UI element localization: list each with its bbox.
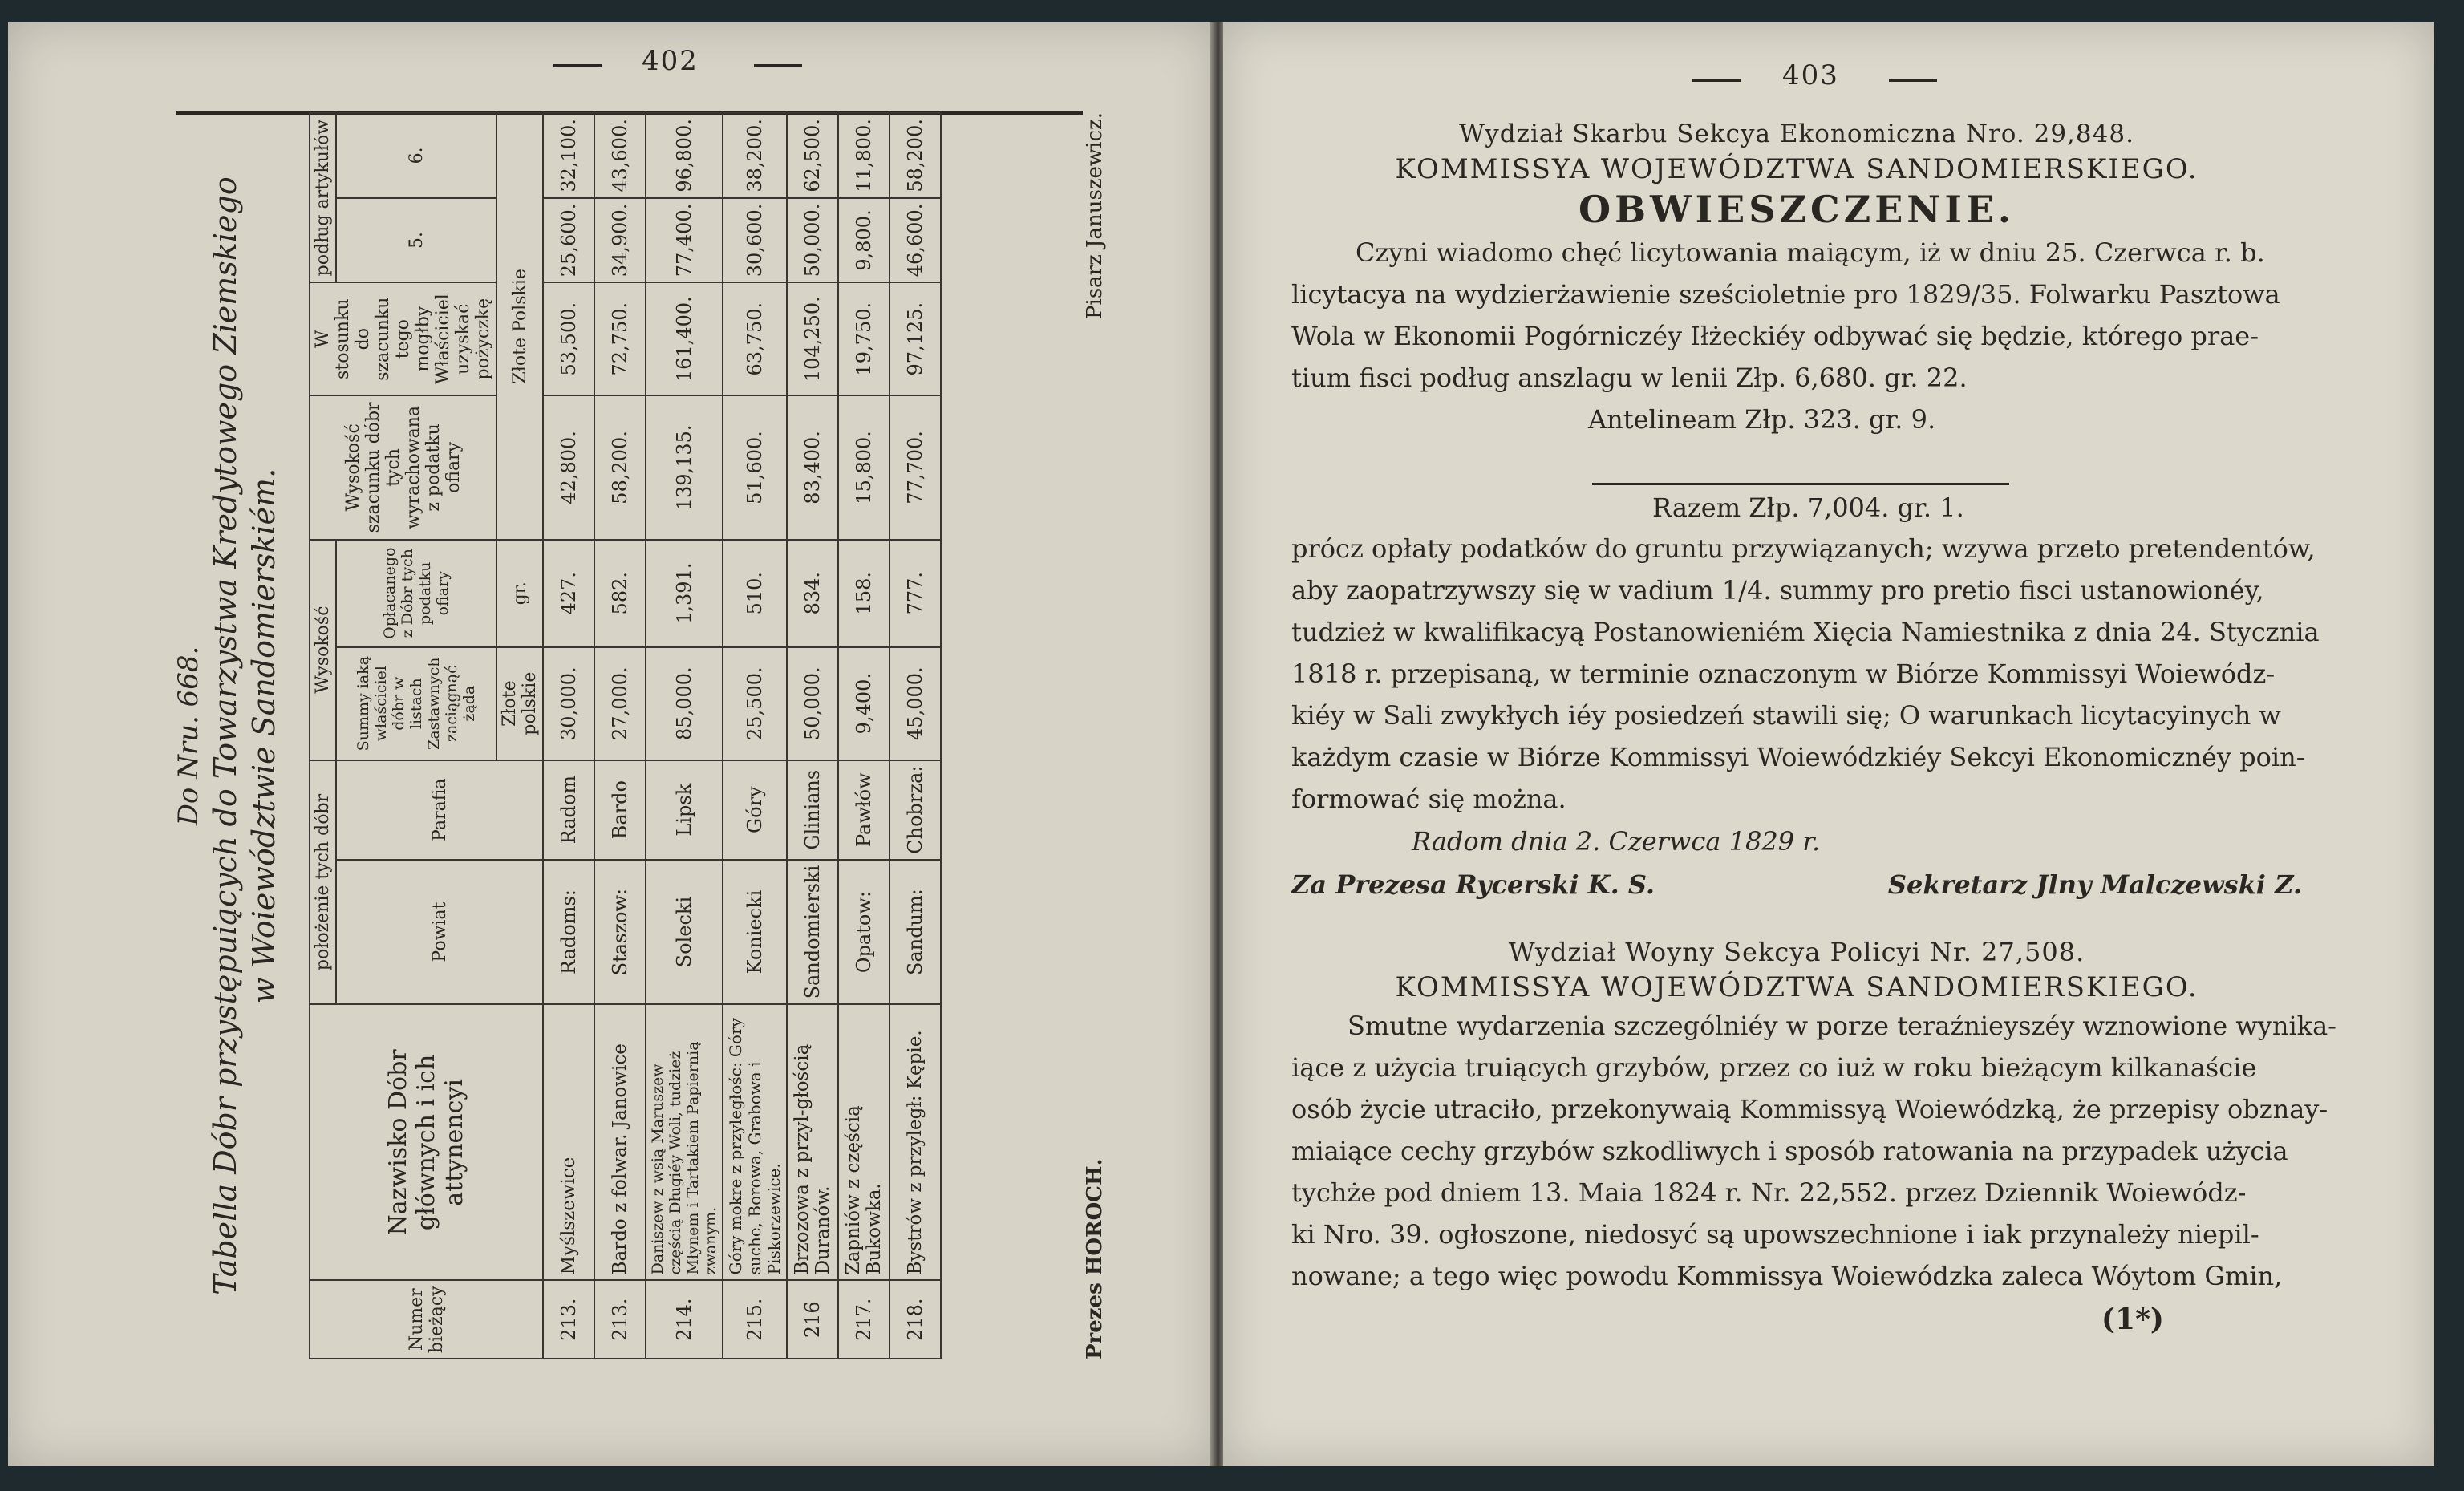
notice2-body-line: miaiące cechy grzybów szkodliwych i sposób ratowania na przypadek użycia xyxy=(1291,1136,2288,1166)
col-value-header: Wysokość xyxy=(310,540,336,760)
row-art6: 38,200. xyxy=(723,113,787,198)
row-district: Konieckі xyxy=(723,860,787,1005)
col-parish-header: Parafia xyxy=(336,760,543,860)
row-number: 218. xyxy=(890,1280,941,1359)
col-art5-header: 5. xyxy=(336,198,496,283)
row-relation: 53,500. xyxy=(543,282,594,395)
notice1-signature-left: Za Prezesa Rycerski K. S. xyxy=(1291,869,1655,900)
col-art6-header: 6. xyxy=(336,113,496,198)
signature-clerk: Pisarz Januszewicz. xyxy=(1083,112,1107,319)
row-tax: 158. xyxy=(838,540,890,647)
col-sum-header: Summy iaką właściciel dóbr w listach Zastawnych zaciągnąć żąda xyxy=(336,647,496,760)
row-district: Sandomierski xyxy=(787,860,838,1005)
row-parish: Lipsk xyxy=(646,760,723,860)
row-art5: 34,900. xyxy=(594,198,646,283)
row-art5: 50,000. xyxy=(787,198,838,283)
row-number: 213. xyxy=(543,1280,594,1359)
row-district: Radoms: xyxy=(543,860,594,1005)
table-row xyxy=(838,113,890,1359)
row-estate-name: Bardo z folwar. Janowice xyxy=(594,1004,646,1280)
notice-1 xyxy=(1291,116,2302,440)
col-grosze-header: gr. xyxy=(496,540,543,647)
row-relation: 161,400. xyxy=(646,282,723,395)
table-title-block xyxy=(172,112,282,1359)
table-row xyxy=(890,113,941,1359)
sum-rule xyxy=(1592,483,2009,485)
table-row xyxy=(646,113,723,1359)
col-tax-header: Opłacanego z Dóbr tych podatku ofiary xyxy=(336,540,496,647)
row-relation: 72,750. xyxy=(594,282,646,395)
table-row xyxy=(594,113,646,1359)
row-estate-name: Myślszewice xyxy=(543,1004,594,1280)
row-number: 213. xyxy=(594,1280,646,1359)
table-reference: Do Nru. 668. xyxy=(172,646,205,826)
row-estimate: 77,700. xyxy=(890,395,941,540)
row-sum: 45,000. xyxy=(890,647,941,760)
signature-president: Prezes HOROCH. xyxy=(1083,1158,1107,1359)
notice2-body-line: nowane; a tego więc powodu Kommissya Woiewódzka zaleca Wóytom Gmin, xyxy=(1291,1261,2283,1291)
notice1-body-line: prócz opłaty podatków do gruntu przywiązanych; wzywa przeto pretendentów, xyxy=(1291,533,2316,564)
row-relation: 104,250. xyxy=(787,282,838,395)
page-number-dash-right xyxy=(754,64,802,67)
row-tax: 834. xyxy=(787,540,838,647)
row-district: Solecki xyxy=(646,860,723,1005)
notice1-body-line: kiéy w Sali zwykłych iéy posiedzeń stawili się; O warunkach licytacyinych w xyxy=(1291,700,2281,731)
row-relation: 97,125. xyxy=(890,282,941,395)
col-zlote-polskie-header: Złote Polskie xyxy=(496,113,543,540)
col-district-header: Powiat xyxy=(336,860,543,1005)
row-relation: 63,750. xyxy=(723,282,787,395)
row-sum: 27,000. xyxy=(594,647,646,760)
row-tax: 582. xyxy=(594,540,646,647)
notice1-body-line: 1818 r. przepisaną, w terminie oznaczonym w Biórze Kommissyi Woiewódz- xyxy=(1291,658,2276,689)
col-relation-header: W stosunku do szacunku tego mogłby Właściciel uzyskać pożyczkę xyxy=(310,282,496,395)
notice2-commission: KOMMISSYA WOJEWÓDZTWA SANDOMIERSKIEGO. xyxy=(1395,971,2199,1003)
row-parish: Chobrza: xyxy=(890,760,941,860)
row-sum: 9,400. xyxy=(838,647,890,760)
row-parish: Góry xyxy=(723,760,787,860)
notice2-body-line: Smutne wydarzenia szczególniéy w porze teraźnieyszéy wznowione wynika- xyxy=(1348,1011,2336,1041)
row-art5: 30,600. xyxy=(723,198,787,283)
row-number: 217. xyxy=(838,1280,890,1359)
row-number: 215. xyxy=(723,1280,787,1359)
page-number-dash-left xyxy=(553,64,602,67)
row-sum: 85,000. xyxy=(646,647,723,760)
notice1-line: licytacya na wydzierżawienie sześcioletnie pro 1829/35. Folwarku Pasztowa xyxy=(1291,279,2280,310)
notice1-department: Wydział Skarbu Sekcya Ekonomiczna Nro. 29,848. xyxy=(1459,120,2134,148)
row-parish: Pawłów xyxy=(838,760,890,860)
row-art6: 96,800. xyxy=(646,113,723,198)
row-sum: 30,000. xyxy=(543,647,594,760)
row-district: Staszow: xyxy=(594,860,646,1005)
page-number-right: 403 xyxy=(1782,59,1839,91)
row-estate-name: Brzozowa z przyl-głością Duranów. xyxy=(787,1004,838,1280)
row-art6: 32,100. xyxy=(543,113,594,198)
notice2-body-line: ki Nro. 39. ogłoszone, niedosyć są upowszechnione i iak przynależy niepil- xyxy=(1291,1219,2259,1250)
row-relation: 19,750. xyxy=(838,282,890,395)
row-art5: 46,600. xyxy=(890,198,941,283)
row-art5: 9,800. xyxy=(838,198,890,283)
row-estimate: 15,800. xyxy=(838,395,890,540)
row-art6: 43,600. xyxy=(594,113,646,198)
notice2-body-line: tychże pod dniem 13. Maia 1824 r. Nr. 22,552. przez Dziennik Woiewódz- xyxy=(1291,1177,2247,1208)
row-estimate: 58,200. xyxy=(594,395,646,540)
notice1-title: OBWIESZCZENIE. xyxy=(1578,188,2015,231)
col-estimate-header: Wysokość szacunku dóbr tych wyrachowana z podatku ofiary xyxy=(310,395,496,540)
row-estimate: 51,600. xyxy=(723,395,787,540)
row-art6: 62,500. xyxy=(787,113,838,198)
notice1-body-line: tudzież w kwalifikacyą Postanowieniém Xięcia Namiestnika z dnia 24. Stycznia xyxy=(1291,617,2320,647)
notice1-place-date: Radom dnia 2. Czerwca 1829 r. xyxy=(1412,826,1821,857)
notice1-line: Wola w Ekonomii Pogórniczéy Iłżeckiéy odbywać się będzie, którego prae- xyxy=(1291,321,2259,351)
row-number: 216 xyxy=(787,1280,838,1359)
row-parish: Glinians xyxy=(787,760,838,860)
col-location-header: położenie tych dóbr xyxy=(310,760,336,1005)
notice1-line: Czyni wiadomo chęć licytowania maiącym, iż w dniu 25. Czerwca r. b. xyxy=(1356,237,2265,268)
notice1-signature-right: Sekretarz Jlny Malczewski Z. xyxy=(1887,869,2302,900)
row-estimate: 83,400. xyxy=(787,395,838,540)
table-subtitle: w Woiewództwie Sandomierskiém. xyxy=(246,468,282,1004)
row-parish: Radom xyxy=(543,760,594,860)
row-tax: 427. xyxy=(543,540,594,647)
row-district: Opatow: xyxy=(838,860,890,1005)
notice-1-continued xyxy=(1291,488,2320,906)
notice1-commission: KOMMISSYA WOJEWÓDZTWA SANDOMIERSKIEGO. xyxy=(1395,153,2199,185)
page-number-dash-right-r xyxy=(1889,79,1937,82)
row-art5: 25,600. xyxy=(543,198,594,283)
row-tax: 1,391. xyxy=(646,540,723,647)
notice1-total: Razem Złp. 7,004. gr. 1. xyxy=(1652,492,1964,523)
row-estimate: 139,135. xyxy=(646,395,723,540)
table-row xyxy=(787,113,838,1359)
col-number-header: Numer bieżący xyxy=(310,1280,543,1359)
notice1-body-line: formować się można. xyxy=(1291,784,1566,814)
table-signatures xyxy=(1083,112,1107,1359)
notice1-body-line: każdym czasie w Biórze Kommissyi Woiewódzkiéy Sekcyi Ekonomicznéy poin- xyxy=(1291,742,2305,772)
row-art6: 58,200. xyxy=(890,113,941,198)
notice2-body-line: osób życie utraciło, przekonywaią Kommissyą Woiewódzką, że przepisy obznay- xyxy=(1291,1094,2328,1124)
row-art5: 77,400. xyxy=(646,198,723,283)
row-tax: 777. xyxy=(890,540,941,647)
row-art6: 11,800. xyxy=(838,113,890,198)
col-currency-header: Złote polskie xyxy=(496,647,543,760)
row-parish: Bardo xyxy=(594,760,646,860)
table-title: Tabella Dóbr przystępuiących do Towarzystwa Kredytowego Ziemskiego xyxy=(208,176,243,1295)
table-row xyxy=(723,113,787,1359)
notice2-body-line: iące z użycia truiących grzybów, przez co iuż w roku bieżącym kilkanaście xyxy=(1291,1052,2257,1083)
row-estate-name: Zapniów z częścią Bukowka. xyxy=(838,1004,890,1280)
row-estate-name: Daniszew z wsią Maruszew częścią Długiéy Woli, tudzież Młynem i Tartakiem Papiernią zwanym. xyxy=(646,1004,723,1280)
col-art-header: podług artykułów xyxy=(310,113,336,282)
notice1-line: tium fisci podług anszlagu w lenii Złp. 6,680. gr. 22. xyxy=(1291,363,1968,393)
row-estimate: 42,800. xyxy=(543,395,594,540)
row-estate-name: Góry mokre z przyległośc: Góry suche, Borowa, Grabowa i Piskorzewice. xyxy=(723,1004,787,1280)
page-number-dash-left-r xyxy=(1692,79,1741,82)
estates-table xyxy=(309,112,942,1359)
row-number: 214. xyxy=(646,1280,723,1359)
notice1-body-line: aby zaopatrzywszy się w vadium 1/4. summy pro pretio fisci ustanowionéy, xyxy=(1291,575,2264,606)
signature-mark: (1*) xyxy=(2101,1303,2164,1336)
notice1-antelineam: Antelineam Złp. 323. gr. 9. xyxy=(1588,404,1936,435)
col-name-header: Nazwisko Dóbr głównych i ich attynencyi xyxy=(310,1004,543,1280)
row-estate-name: Bystrów z przyległ: Kępie. xyxy=(890,1004,941,1280)
rotated-table-block xyxy=(172,112,1175,1359)
page-number-left: 402 xyxy=(642,45,699,77)
notice-2 xyxy=(1291,934,2336,1342)
row-district: Sandum: xyxy=(890,860,941,1005)
row-sum: 50,000. xyxy=(787,647,838,760)
notice1-signatures xyxy=(1291,863,2302,906)
row-tax: 510. xyxy=(723,540,787,647)
table-row xyxy=(543,113,594,1359)
notice2-department: Wydział Woyny Sekcya Policyi Nr. 27,508. xyxy=(1508,937,2085,967)
row-sum: 25,500. xyxy=(723,647,787,760)
